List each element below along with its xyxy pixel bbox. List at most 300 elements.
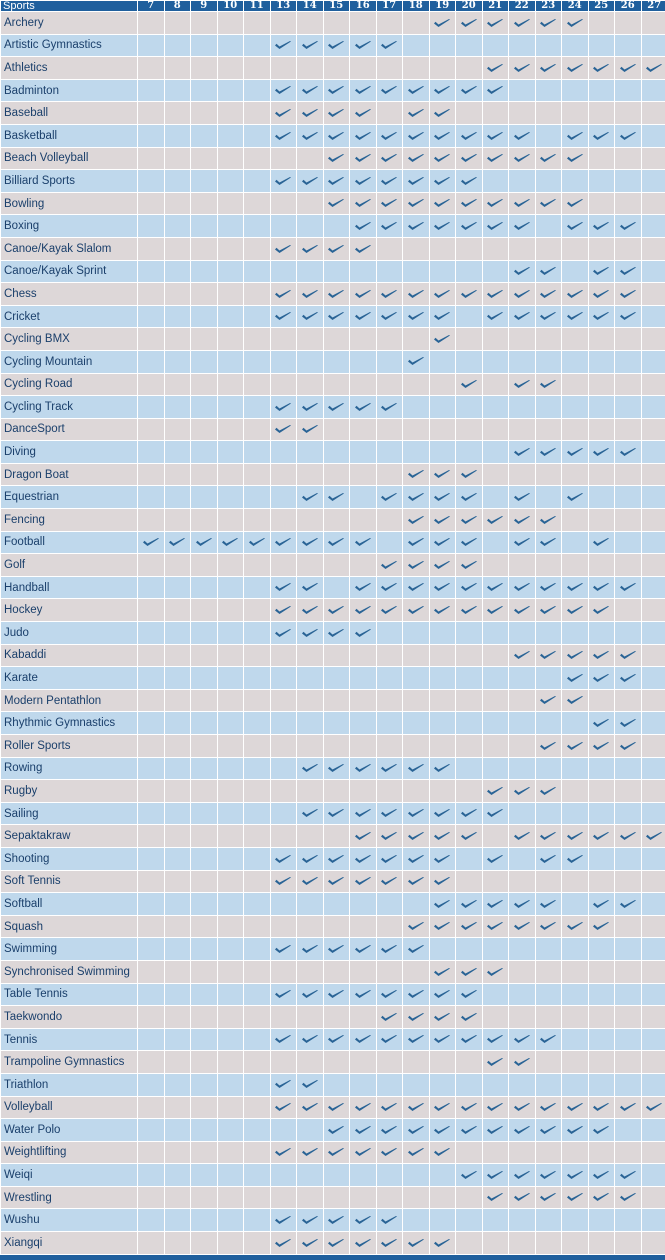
day-cell-15 bbox=[323, 622, 350, 645]
day-cell-10 bbox=[217, 79, 244, 102]
check-icon bbox=[566, 153, 584, 163]
table-row bbox=[1, 983, 665, 1006]
day-cell-25 bbox=[588, 1006, 615, 1029]
day-cell-19 bbox=[429, 1051, 456, 1074]
day-cell-16 bbox=[350, 735, 377, 758]
day-cell-8 bbox=[164, 305, 191, 328]
day-cell-21 bbox=[482, 350, 509, 373]
day-header-21: 21 bbox=[482, 1, 509, 12]
day-cell-16 bbox=[350, 283, 377, 306]
day-cell-26 bbox=[615, 102, 642, 125]
day-cell-17 bbox=[376, 735, 403, 758]
day-cell-20 bbox=[456, 870, 483, 893]
check-icon bbox=[327, 108, 345, 118]
day-cell-9 bbox=[191, 712, 218, 735]
check-icon bbox=[513, 582, 531, 592]
day-cell-21 bbox=[482, 802, 509, 825]
day-cell-10 bbox=[217, 1028, 244, 1051]
day-cell-9 bbox=[191, 983, 218, 1006]
day-cell-11 bbox=[244, 599, 271, 622]
day-cell-11 bbox=[244, 328, 271, 351]
day-cell-27 bbox=[641, 328, 665, 351]
sport-name: Shooting bbox=[1, 847, 138, 870]
day-cell-11 bbox=[244, 847, 271, 870]
day-cell-26 bbox=[615, 938, 642, 961]
day-cell-13 bbox=[270, 1232, 297, 1255]
day-cell-13 bbox=[270, 1119, 297, 1142]
day-cell-11 bbox=[244, 1209, 271, 1232]
sport-name: Judo bbox=[1, 622, 138, 645]
check-icon bbox=[407, 176, 425, 186]
check-icon bbox=[301, 289, 319, 299]
check-icon bbox=[539, 289, 557, 299]
day-cell-17 bbox=[376, 350, 403, 373]
day-cell-21 bbox=[482, 735, 509, 758]
check-icon bbox=[407, 108, 425, 118]
day-cell-9 bbox=[191, 667, 218, 690]
check-icon bbox=[142, 537, 160, 547]
day-cell-20 bbox=[456, 1209, 483, 1232]
day-cell-20 bbox=[456, 34, 483, 57]
check-icon bbox=[486, 1102, 504, 1112]
day-cell-18 bbox=[403, 396, 430, 419]
check-icon bbox=[354, 1215, 372, 1225]
check-icon bbox=[513, 379, 531, 389]
check-icon bbox=[433, 921, 451, 931]
day-cell-17 bbox=[376, 147, 403, 170]
check-icon bbox=[566, 131, 584, 141]
day-cell-16 bbox=[350, 893, 377, 916]
day-cell-13 bbox=[270, 463, 297, 486]
sport-name: Weightlifting bbox=[1, 1141, 138, 1164]
day-cell-22 bbox=[509, 373, 536, 396]
day-cell-19 bbox=[429, 170, 456, 193]
table-row bbox=[1, 1186, 665, 1209]
day-cell-21 bbox=[482, 599, 509, 622]
day-cell-18 bbox=[403, 283, 430, 306]
sport-name: Athletics bbox=[1, 57, 138, 80]
day-cell-8 bbox=[164, 983, 191, 1006]
check-icon bbox=[380, 854, 398, 864]
check-icon bbox=[513, 131, 531, 141]
day-cell-25 bbox=[588, 170, 615, 193]
day-cell-8 bbox=[164, 215, 191, 238]
day-cell-14 bbox=[297, 396, 324, 419]
day-cell-20 bbox=[456, 1232, 483, 1255]
day-cell-16 bbox=[350, 1028, 377, 1051]
check-icon bbox=[486, 808, 504, 818]
day-cell-14 bbox=[297, 757, 324, 780]
day-cell-21 bbox=[482, 1209, 509, 1232]
day-cell-10 bbox=[217, 305, 244, 328]
day-cell-24 bbox=[562, 192, 589, 215]
day-cell-23 bbox=[535, 463, 562, 486]
check-icon bbox=[301, 1215, 319, 1225]
day-cell-16 bbox=[350, 305, 377, 328]
day-cell-19 bbox=[429, 554, 456, 577]
check-icon bbox=[327, 244, 345, 254]
day-cell-15 bbox=[323, 667, 350, 690]
day-cell-10 bbox=[217, 1141, 244, 1164]
day-cell-25 bbox=[588, 1186, 615, 1209]
day-cell-10 bbox=[217, 373, 244, 396]
day-header-7: 7 bbox=[138, 1, 165, 12]
sport-name: Taekwondo bbox=[1, 1006, 138, 1029]
check-icon bbox=[566, 695, 584, 705]
day-cell-11 bbox=[244, 34, 271, 57]
day-cell-20 bbox=[456, 1028, 483, 1051]
day-cell-17 bbox=[376, 825, 403, 848]
day-cell-18 bbox=[403, 1164, 430, 1187]
day-cell-15 bbox=[323, 960, 350, 983]
day-cell-26 bbox=[615, 689, 642, 712]
day-cell-24 bbox=[562, 1164, 589, 1187]
day-cell-26 bbox=[615, 576, 642, 599]
day-cell-9 bbox=[191, 735, 218, 758]
day-cell-27 bbox=[641, 870, 665, 893]
day-cell-8 bbox=[164, 237, 191, 260]
day-cell-11 bbox=[244, 305, 271, 328]
day-cell-21 bbox=[482, 102, 509, 125]
day-cell-18 bbox=[403, 757, 430, 780]
check-icon bbox=[486, 1034, 504, 1044]
check-icon bbox=[539, 786, 557, 796]
day-cell-14 bbox=[297, 960, 324, 983]
day-cell-10 bbox=[217, 57, 244, 80]
day-cell-11 bbox=[244, 915, 271, 938]
check-icon bbox=[433, 1102, 451, 1112]
table-row bbox=[1, 509, 665, 532]
day-header-10: 10 bbox=[217, 1, 244, 12]
check-icon bbox=[407, 131, 425, 141]
day-header-27: 27 bbox=[641, 1, 665, 12]
check-icon bbox=[407, 311, 425, 321]
day-cell-16 bbox=[350, 1186, 377, 1209]
day-cell-23 bbox=[535, 1164, 562, 1187]
day-cell-20 bbox=[456, 599, 483, 622]
day-cell-17 bbox=[376, 328, 403, 351]
header-row bbox=[1, 1, 665, 12]
day-cell-25 bbox=[588, 1209, 615, 1232]
day-cell-9 bbox=[191, 373, 218, 396]
check-icon bbox=[566, 582, 584, 592]
day-cell-27 bbox=[641, 124, 665, 147]
day-cell-16 bbox=[350, 983, 377, 1006]
sport-name: Tennis bbox=[1, 1028, 138, 1051]
day-cell-25 bbox=[588, 486, 615, 509]
check-icon bbox=[566, 18, 584, 28]
check-icon bbox=[513, 1192, 531, 1202]
day-cell-27 bbox=[641, 1028, 665, 1051]
table-row bbox=[1, 960, 665, 983]
check-icon bbox=[566, 650, 584, 660]
check-icon bbox=[539, 854, 557, 864]
day-cell-23 bbox=[535, 554, 562, 577]
day-cell-20 bbox=[456, 283, 483, 306]
day-cell-10 bbox=[217, 870, 244, 893]
day-cell-25 bbox=[588, 667, 615, 690]
day-cell-18 bbox=[403, 554, 430, 577]
day-cell-16 bbox=[350, 870, 377, 893]
day-cell-19 bbox=[429, 825, 456, 848]
check-icon bbox=[301, 808, 319, 818]
day-cell-13 bbox=[270, 305, 297, 328]
day-cell-14 bbox=[297, 192, 324, 215]
day-cell-15 bbox=[323, 328, 350, 351]
day-cell-26 bbox=[615, 441, 642, 464]
day-cell-21 bbox=[482, 644, 509, 667]
check-icon bbox=[327, 537, 345, 547]
day-cell-19 bbox=[429, 396, 456, 419]
check-icon bbox=[460, 153, 478, 163]
day-cell-27 bbox=[641, 34, 665, 57]
check-icon bbox=[433, 537, 451, 547]
day-cell-23 bbox=[535, 373, 562, 396]
check-icon bbox=[327, 763, 345, 773]
check-icon bbox=[513, 786, 531, 796]
day-cell-17 bbox=[376, 124, 403, 147]
check-icon bbox=[274, 85, 292, 95]
check-icon bbox=[274, 1238, 292, 1248]
day-cell-20 bbox=[456, 509, 483, 532]
check-icon bbox=[301, 1102, 319, 1112]
day-cell-15 bbox=[323, 441, 350, 464]
day-cell-23 bbox=[535, 576, 562, 599]
check-icon bbox=[460, 18, 478, 28]
check-icon bbox=[380, 1125, 398, 1135]
day-cell-23 bbox=[535, 215, 562, 238]
day-cell-18 bbox=[403, 192, 430, 215]
day-cell-22 bbox=[509, 1164, 536, 1187]
day-cell-27 bbox=[641, 215, 665, 238]
day-cell-9 bbox=[191, 1073, 218, 1096]
check-icon bbox=[407, 854, 425, 864]
day-cell-25 bbox=[588, 124, 615, 147]
day-cell-10 bbox=[217, 847, 244, 870]
day-cell-11 bbox=[244, 102, 271, 125]
day-cell-14 bbox=[297, 34, 324, 57]
day-cell-16 bbox=[350, 825, 377, 848]
check-icon bbox=[486, 131, 504, 141]
day-cell-18 bbox=[403, 983, 430, 1006]
check-icon bbox=[274, 944, 292, 954]
day-cell-8 bbox=[164, 825, 191, 848]
day-cell-14 bbox=[297, 870, 324, 893]
day-cell-16 bbox=[350, 1141, 377, 1164]
check-icon bbox=[460, 515, 478, 525]
check-icon bbox=[407, 153, 425, 163]
day-cell-20 bbox=[456, 915, 483, 938]
table-row bbox=[1, 825, 665, 848]
day-cell-24 bbox=[562, 102, 589, 125]
day-cell-13 bbox=[270, 509, 297, 532]
day-cell-11 bbox=[244, 735, 271, 758]
check-icon bbox=[407, 1125, 425, 1135]
sport-name: Diving bbox=[1, 441, 138, 464]
day-cell-18 bbox=[403, 1006, 430, 1029]
day-cell-18 bbox=[403, 57, 430, 80]
day-cell-22 bbox=[509, 780, 536, 803]
day-cell-24 bbox=[562, 1232, 589, 1255]
day-cell-23 bbox=[535, 305, 562, 328]
check-icon bbox=[327, 854, 345, 864]
day-cell-17 bbox=[376, 689, 403, 712]
day-cell-16 bbox=[350, 418, 377, 441]
day-cell-14 bbox=[297, 938, 324, 961]
day-header-13: 13 bbox=[270, 1, 297, 12]
day-cell-9 bbox=[191, 441, 218, 464]
table-row bbox=[1, 237, 665, 260]
day-cell-18 bbox=[403, 1051, 430, 1074]
day-cell-17 bbox=[376, 1209, 403, 1232]
check-icon bbox=[380, 582, 398, 592]
check-icon bbox=[460, 131, 478, 141]
check-icon bbox=[486, 85, 504, 95]
day-cell-11 bbox=[244, 1006, 271, 1029]
day-cell-27 bbox=[641, 599, 665, 622]
check-icon bbox=[539, 153, 557, 163]
day-cell-8 bbox=[164, 847, 191, 870]
day-cell-21 bbox=[482, 328, 509, 351]
day-cell-11 bbox=[244, 1141, 271, 1164]
day-cell-7 bbox=[138, 396, 165, 419]
day-cell-9 bbox=[191, 305, 218, 328]
check-icon bbox=[433, 131, 451, 141]
sport-name: Water Polo bbox=[1, 1119, 138, 1142]
day-cell-13 bbox=[270, 79, 297, 102]
day-cell-15 bbox=[323, 915, 350, 938]
check-icon bbox=[460, 198, 478, 208]
day-cell-11 bbox=[244, 1028, 271, 1051]
check-icon bbox=[274, 131, 292, 141]
table-row bbox=[1, 1232, 665, 1255]
day-cell-16 bbox=[350, 531, 377, 554]
day-cell-23 bbox=[535, 328, 562, 351]
day-cell-14 bbox=[297, 237, 324, 260]
day-cell-11 bbox=[244, 57, 271, 80]
day-cell-19 bbox=[429, 283, 456, 306]
day-cell-22 bbox=[509, 1119, 536, 1142]
day-cell-13 bbox=[270, 622, 297, 645]
day-cell-16 bbox=[350, 441, 377, 464]
check-icon bbox=[539, 311, 557, 321]
day-cell-9 bbox=[191, 622, 218, 645]
day-cell-22 bbox=[509, 170, 536, 193]
day-cell-8 bbox=[164, 441, 191, 464]
day-cell-13 bbox=[270, 260, 297, 283]
check-icon bbox=[301, 40, 319, 50]
day-cell-13 bbox=[270, 757, 297, 780]
day-cell-16 bbox=[350, 260, 377, 283]
sport-name: Billiard Sports bbox=[1, 170, 138, 193]
day-cell-17 bbox=[376, 1119, 403, 1142]
table-row bbox=[1, 170, 665, 193]
check-icon bbox=[274, 1079, 292, 1089]
check-icon bbox=[354, 944, 372, 954]
day-cell-15 bbox=[323, 531, 350, 554]
day-cell-24 bbox=[562, 847, 589, 870]
day-cell-19 bbox=[429, 79, 456, 102]
table-row bbox=[1, 373, 665, 396]
day-cell-15 bbox=[323, 554, 350, 577]
day-cell-14 bbox=[297, 1164, 324, 1187]
day-cell-23 bbox=[535, 57, 562, 80]
sport-name: Triathlon bbox=[1, 1073, 138, 1096]
day-cell-10 bbox=[217, 509, 244, 532]
day-cell-7 bbox=[138, 441, 165, 464]
day-cell-26 bbox=[615, 712, 642, 735]
day-cell-24 bbox=[562, 1119, 589, 1142]
check-icon bbox=[354, 1125, 372, 1135]
day-cell-22 bbox=[509, 870, 536, 893]
day-cell-10 bbox=[217, 1232, 244, 1255]
day-cell-19 bbox=[429, 893, 456, 916]
check-icon bbox=[407, 921, 425, 931]
day-cell-20 bbox=[456, 328, 483, 351]
check-icon bbox=[274, 176, 292, 186]
day-cell-18 bbox=[403, 780, 430, 803]
day-cell-9 bbox=[191, 780, 218, 803]
day-cell-22 bbox=[509, 712, 536, 735]
day-cell-10 bbox=[217, 1073, 244, 1096]
day-cell-15 bbox=[323, 780, 350, 803]
day-cell-19 bbox=[429, 305, 456, 328]
check-icon bbox=[354, 605, 372, 615]
day-cell-21 bbox=[482, 893, 509, 916]
check-icon bbox=[301, 628, 319, 638]
day-cell-27 bbox=[641, 396, 665, 419]
day-cell-10 bbox=[217, 396, 244, 419]
day-cell-22 bbox=[509, 12, 536, 35]
day-cell-21 bbox=[482, 576, 509, 599]
day-cell-10 bbox=[217, 1051, 244, 1074]
day-cell-17 bbox=[376, 1232, 403, 1255]
sport-name: Wrestling bbox=[1, 1186, 138, 1209]
day-cell-14 bbox=[297, 328, 324, 351]
day-cell-13 bbox=[270, 576, 297, 599]
day-cell-10 bbox=[217, 486, 244, 509]
check-icon bbox=[354, 989, 372, 999]
day-cell-16 bbox=[350, 780, 377, 803]
day-cell-24 bbox=[562, 893, 589, 916]
day-cell-13 bbox=[270, 915, 297, 938]
day-cell-10 bbox=[217, 983, 244, 1006]
sport-name: Roller Sports bbox=[1, 735, 138, 758]
day-cell-25 bbox=[588, 1141, 615, 1164]
day-cell-23 bbox=[535, 531, 562, 554]
table-row bbox=[1, 757, 665, 780]
check-icon bbox=[486, 605, 504, 615]
day-cell-22 bbox=[509, 102, 536, 125]
day-cell-8 bbox=[164, 57, 191, 80]
check-icon bbox=[327, 1215, 345, 1225]
day-cell-11 bbox=[244, 147, 271, 170]
day-cell-20 bbox=[456, 667, 483, 690]
day-cell-8 bbox=[164, 757, 191, 780]
table-row bbox=[1, 328, 665, 351]
check-icon bbox=[433, 1238, 451, 1248]
day-header-8: 8 bbox=[164, 1, 191, 12]
sport-name: Equestrian bbox=[1, 486, 138, 509]
day-cell-27 bbox=[641, 1073, 665, 1096]
check-icon bbox=[566, 198, 584, 208]
day-cell-17 bbox=[376, 463, 403, 486]
day-cell-15 bbox=[323, 1186, 350, 1209]
day-cell-10 bbox=[217, 712, 244, 735]
check-icon bbox=[513, 492, 531, 502]
day-cell-7 bbox=[138, 192, 165, 215]
day-cell-17 bbox=[376, 1028, 403, 1051]
